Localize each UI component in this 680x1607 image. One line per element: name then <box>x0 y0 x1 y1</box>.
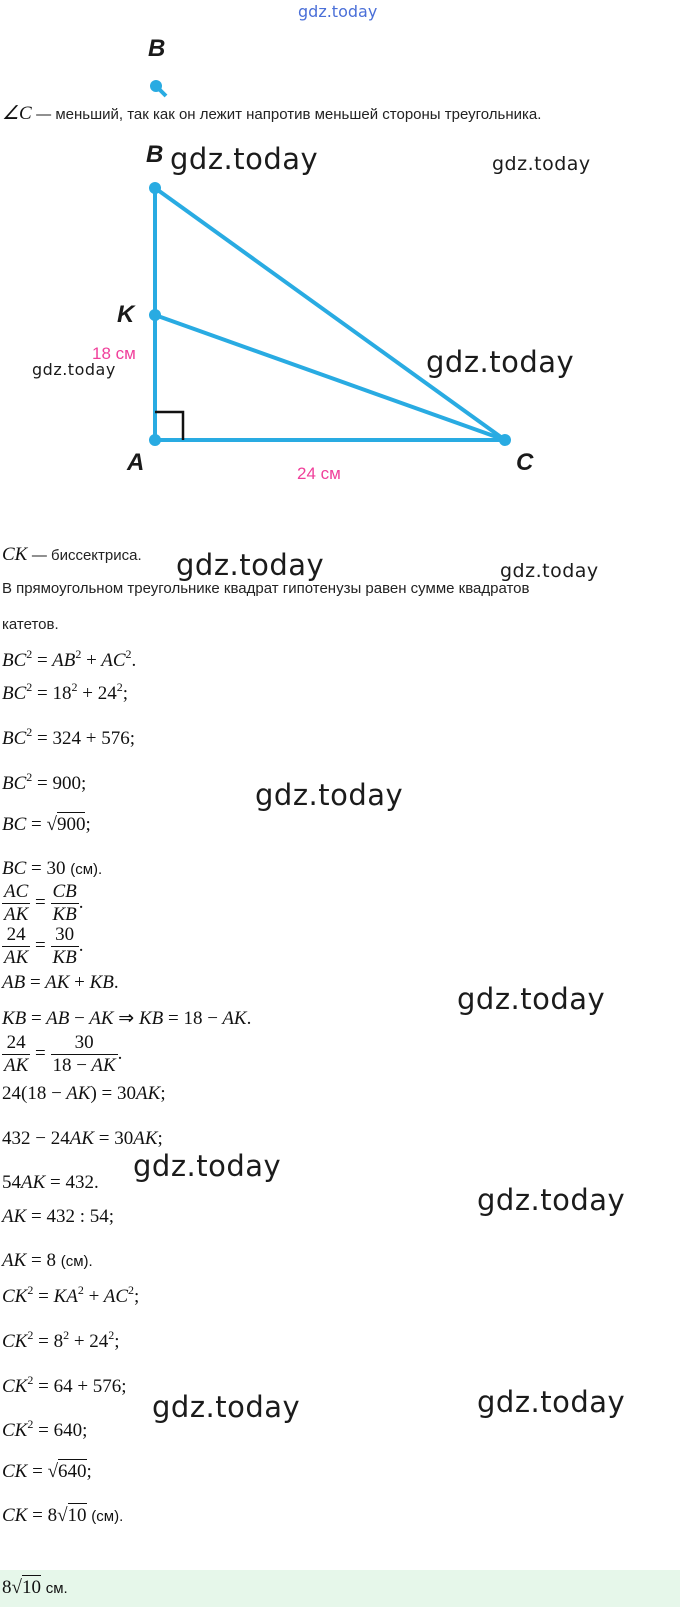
equation: AK = 432 : 54; <box>2 1206 115 1227</box>
equation: KB = AB − AK ⇒ KB = 18 − AK. <box>2 1008 252 1029</box>
equation: $CK^2 = 8^2 + 24^2$; <box>2 1328 120 1352</box>
ck-symbol: CK <box>2 544 28 565</box>
side-ak-measure: 18 см <box>92 344 136 363</box>
equation: $\frac{AC}{AK}$ = $\frac{CB}{KB}$ . <box>4 881 84 925</box>
watermark: gdz.today <box>492 153 591 175</box>
equation: $CK^2 = KA^2 + AC^2$; <box>2 1283 140 1307</box>
label-k: K <box>117 301 135 328</box>
equation: $CK^2 = 640$; <box>2 1417 88 1441</box>
equation: CK = √640; <box>2 1461 92 1482</box>
point-c <box>499 434 511 446</box>
equation: CK = 8√10 (см). <box>2 1505 124 1526</box>
equation: $CK^2 = 64 + 576$; <box>2 1373 127 1397</box>
equation: BC = 30 (см). <box>2 858 103 879</box>
point-k <box>149 309 161 321</box>
equation: $\frac{24}{AK}$ = $\frac{30}{KB}$ . <box>4 924 84 968</box>
label-c: C <box>516 449 534 476</box>
side-ac-measure: 24 см <box>297 464 341 483</box>
pythagoras-line-1: В прямоугольном треугольнике квадрат гипотенузы равен сумме квадратов <box>2 580 530 597</box>
unit-cm: (см). <box>70 861 103 878</box>
top-label-b: B <box>148 35 166 62</box>
watermark: gdz.today <box>176 548 325 582</box>
point-a <box>149 434 161 446</box>
watermark: gdz.today <box>255 778 404 812</box>
equation: 432 − 24AK = 30AK; <box>2 1128 163 1149</box>
angle-text: — меньший, так как он лежит напротив меньшей стороны треугольника. <box>36 106 542 123</box>
watermark: gdz.today <box>500 560 599 582</box>
watermark: gdz.today <box>426 345 575 379</box>
equation: $BC^2 = 324 + 576$; <box>2 725 135 749</box>
angle-sentence <box>2 102 541 125</box>
ck-text: — биссектриса. <box>31 547 142 564</box>
pythagoras-line-2: катетов. <box>2 616 59 633</box>
equation: $\frac{24}{AK}$ = $\frac{30}{18 - AK}$ . <box>4 1032 123 1076</box>
watermark: gdz.today <box>477 1385 626 1419</box>
equation: BC = √900; <box>2 814 91 835</box>
unit-cm: (см). <box>60 1253 93 1270</box>
ck-sentence <box>2 544 142 566</box>
watermark: gdz.today <box>170 142 319 176</box>
equation: AK = 8 (см). <box>2 1250 93 1271</box>
equation: $BC^2 = AB^2 + AC^2$. <box>2 647 137 671</box>
answer-bar <box>0 1570 680 1607</box>
watermark: gdz.today <box>32 360 116 379</box>
equation: $BC^2 = 18^2 + 24^2$; <box>2 680 128 704</box>
watermark: gdz.today <box>477 1183 626 1217</box>
equation: $BC^2 = 900$; <box>2 770 87 794</box>
watermark: gdz.today <box>133 1149 282 1183</box>
angle-symbol: ∠C <box>2 103 32 124</box>
equation: 54AK = 432. <box>2 1172 99 1193</box>
point-b <box>149 182 161 194</box>
equation: 24(18 − AK) = 30AK; <box>2 1083 166 1104</box>
watermark: gdz.today <box>152 1390 301 1424</box>
unit-cm: (см). <box>91 1508 124 1525</box>
equation: AB = AK + KB. <box>2 972 119 993</box>
header-watermark: gdz.today <box>298 2 378 21</box>
label-a: A <box>127 449 145 476</box>
answer-value: 8√10 см. <box>2 1577 68 1598</box>
top-figure-fragment <box>140 30 200 100</box>
triangle-figure <box>0 130 680 500</box>
watermark: gdz.today <box>457 982 606 1016</box>
answer-unit: см. <box>45 1580 68 1597</box>
label-b: B <box>146 141 164 168</box>
